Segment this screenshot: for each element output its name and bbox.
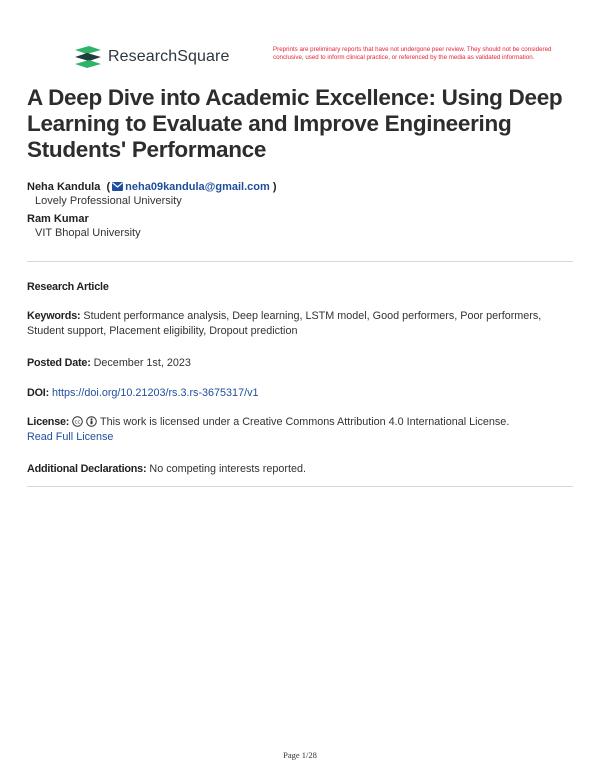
article-type-label: Research Article bbox=[27, 281, 109, 293]
research-square-logo[interactable] bbox=[75, 46, 229, 68]
divider bbox=[27, 261, 573, 262]
page-number: Page 1/28 bbox=[283, 750, 317, 760]
doi-link[interactable]: https://doi.org/10.21203/rs.3.rs-3675317/v1 bbox=[52, 387, 259, 399]
author-1: Neha Kandula ( neha09kandula@gmail.com ) bbox=[27, 181, 277, 193]
posted-date-section bbox=[27, 356, 575, 371]
license-section bbox=[27, 415, 575, 445]
preprint-warning: Preprints are preliminary reports that have not undergone peer review. They should not be considered conclusive, used to inform clinical practice, or referenced by the media as validated information. bbox=[273, 46, 552, 61]
divider bbox=[27, 486, 573, 487]
brand-part2: Square bbox=[177, 48, 230, 65]
author-2 bbox=[27, 212, 277, 226]
declarations-text: No competing interests reported. bbox=[149, 463, 307, 475]
read-full-license-link[interactable]: Read Full License bbox=[27, 431, 114, 443]
author-affiliation: Lovely Professional University bbox=[35, 195, 182, 207]
research-square-logo-icon bbox=[75, 46, 101, 68]
doi-section bbox=[27, 386, 575, 401]
declarations-label: Additional Declarations: bbox=[27, 463, 147, 475]
author-list bbox=[27, 180, 277, 244]
declarations-section bbox=[27, 462, 575, 477]
paper-title: A Deep Dive into Academic Excellence: Using Deep Learning to Evaluate and Improve Engineering Students' Performance bbox=[27, 85, 563, 162]
doi-label: DOI: bbox=[27, 387, 49, 399]
creative-commons-icon bbox=[72, 416, 83, 427]
license-text: This work is licensed under a Creative Commons Attribution 4.0 International License. bbox=[100, 416, 510, 428]
license-label: License: bbox=[27, 416, 70, 428]
posted-date-label: Posted Date: bbox=[27, 357, 91, 369]
posted-date-value: December 1st, 2023 bbox=[93, 357, 191, 369]
svg-text:cc: cc bbox=[74, 419, 81, 426]
keywords-text: Student performance analysis, Deep learning, LSTM model, Good performers, Poor performers, Student support, Placement eligibility, Dropout prediction bbox=[27, 310, 542, 337]
author-name: Neha Kandula bbox=[27, 181, 101, 193]
brand-part1: Research bbox=[108, 48, 178, 65]
author-email-link[interactable]: neha09kandula@gmail.com bbox=[125, 181, 270, 193]
keywords-section bbox=[27, 309, 575, 339]
brand-name bbox=[108, 48, 229, 66]
keywords-label: Keywords: bbox=[27, 310, 81, 322]
author-affiliation: VIT Bhopal University bbox=[35, 227, 141, 239]
author-name: Ram Kumar bbox=[27, 213, 89, 225]
envelope-icon bbox=[112, 182, 123, 191]
attribution-icon bbox=[86, 416, 97, 427]
article-type bbox=[27, 280, 575, 295]
